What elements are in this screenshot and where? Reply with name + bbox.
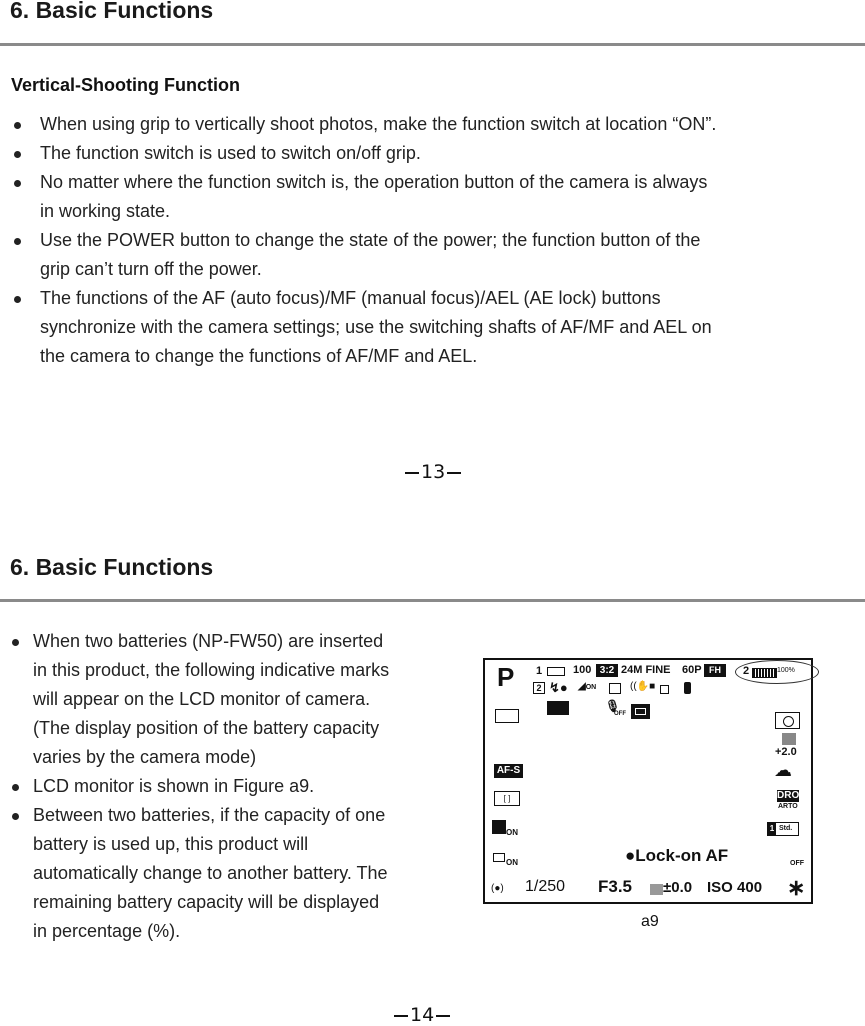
bullet-text-line: grip can’t turn off the power. (40, 259, 262, 279)
bullet-text-line: synchronize with the camera settings; use the switching shafts of AF/MF and AEL on (40, 317, 712, 337)
bullet-text-line: in working state. (40, 201, 171, 221)
info-box-icon (660, 685, 669, 694)
page-number: 14 (392, 1004, 452, 1026)
mic-icon: 🎙 (605, 699, 621, 713)
dro-label: DRO (777, 790, 800, 801)
mic-off-label: OFF (614, 711, 626, 717)
exposure-comp-value: +2.0 (775, 746, 797, 758)
aspect-ratio: 3:2 (596, 664, 618, 677)
bullet-dot (14, 180, 21, 187)
metering-icon (775, 712, 800, 729)
shooting-mode: P (497, 662, 515, 692)
bullet-text-line: The function switch is used to switch on/off grip. (40, 143, 421, 163)
white-balance-icon: ☁ (774, 760, 792, 780)
aperture: F3.5 (598, 877, 633, 896)
bullet-text-line: Use the POWER button to change the state of the power; the function button of the (40, 230, 701, 250)
figure-caption: a9 (641, 913, 659, 930)
battery-icon (752, 668, 777, 678)
ev-icon (650, 884, 663, 895)
battery-index: 2 (743, 665, 750, 677)
bullet-dot (14, 238, 21, 245)
grip-battery-icon (684, 682, 691, 694)
dro-mode: ARTO (778, 803, 798, 810)
bullet-text-line: (The display position of the battery capacity (33, 718, 380, 738)
off-label: OFF (790, 860, 804, 867)
monitor-icon (631, 704, 650, 719)
page-number: 13 (403, 461, 463, 483)
bullet-text-line: The functions of the AF (auto focus)/MF (manual focus)/AEL (AE lock) buttons (40, 288, 661, 308)
bullet-text-line: Between two batteries, if the capacity of one (33, 805, 386, 825)
section-title: Vertical-Shooting Function (11, 75, 240, 95)
bullet-dot (12, 784, 19, 791)
shutter-speed: 1/250 (525, 878, 566, 895)
drive-mode-icon (609, 683, 621, 694)
movie-frame-rate: 60P (682, 664, 702, 676)
flash-on-indicator: ◢ON (578, 681, 597, 692)
steadyshot-icon: ((✋■ (630, 681, 656, 692)
bullet-text-line: varies by the camera mode) (33, 747, 257, 767)
bullet-text-line: LCD monitor is shown in Figure a9. (33, 776, 315, 796)
bullet-text-line: remaining battery capacity will be displayed (33, 892, 380, 912)
header-rule (0, 599, 865, 602)
lcd-monitor-figure (483, 658, 813, 904)
battery-percent: 100% (777, 667, 795, 674)
bullet-dot (14, 296, 21, 303)
bullet-dot (14, 151, 21, 158)
flash-icon: ↯● (549, 680, 568, 695)
card-slot: 1 (536, 665, 543, 677)
lock-on-af: ●Lock-on AF (625, 846, 729, 865)
bullet-dot (12, 813, 19, 820)
af-mode: AF-S (494, 764, 523, 778)
focus-area-icon: [ ] (494, 791, 520, 806)
exposure-comp-icon (782, 733, 796, 745)
bullet-text-line: automatically change to another battery. The (33, 863, 388, 883)
bullet-text-line: in this product, the following indicative marks (33, 660, 390, 680)
creative-style-index: 1 (769, 824, 775, 833)
bullet-text-line: the camera to change the functions of AF/MF and AEL. (40, 346, 478, 366)
memory-card-icon (547, 667, 565, 676)
bullet-text-line: When using grip to vertically shoot photos, make the function switch at location “ON”. (40, 114, 717, 134)
face-detection-icon (492, 820, 506, 834)
bullet-text-line: will appear on the LCD monitor of camera. (33, 689, 371, 709)
iso-value: ISO 400 (707, 879, 763, 896)
drive-box: 2 (533, 682, 545, 694)
focus-frame-icon (495, 709, 519, 723)
ae-lock-icon: ∗ (787, 875, 806, 900)
creative-style: Std. (779, 825, 793, 832)
bullet-dot (12, 639, 19, 646)
bullet-text-line: battery is used up, this product will (33, 834, 309, 854)
page-header: 6. Basic Functions (10, 0, 214, 23)
movie-format: FH (704, 664, 726, 677)
steady-on: ON (506, 858, 518, 867)
vibration-icon: (●) (491, 883, 504, 894)
steady-icon (493, 853, 505, 862)
face-register-icon (547, 701, 569, 715)
shots-remaining: 100 (573, 664, 592, 676)
bullet-text-line: No matter where the function switch is, the operation button of the camera is always (40, 172, 708, 192)
image-size-quality: 24M FINE (621, 664, 671, 676)
bullet-text-line: When two batteries (NP-FW50) are inserted (33, 631, 384, 651)
face-detection-on: ON (506, 828, 518, 837)
page-header: 6. Basic Functions (10, 554, 214, 580)
bullet-dot (14, 122, 21, 129)
header-rule (0, 43, 865, 46)
bullet-text-line: in percentage (%). (33, 921, 181, 941)
exposure-value: ±0.0 (663, 879, 693, 896)
